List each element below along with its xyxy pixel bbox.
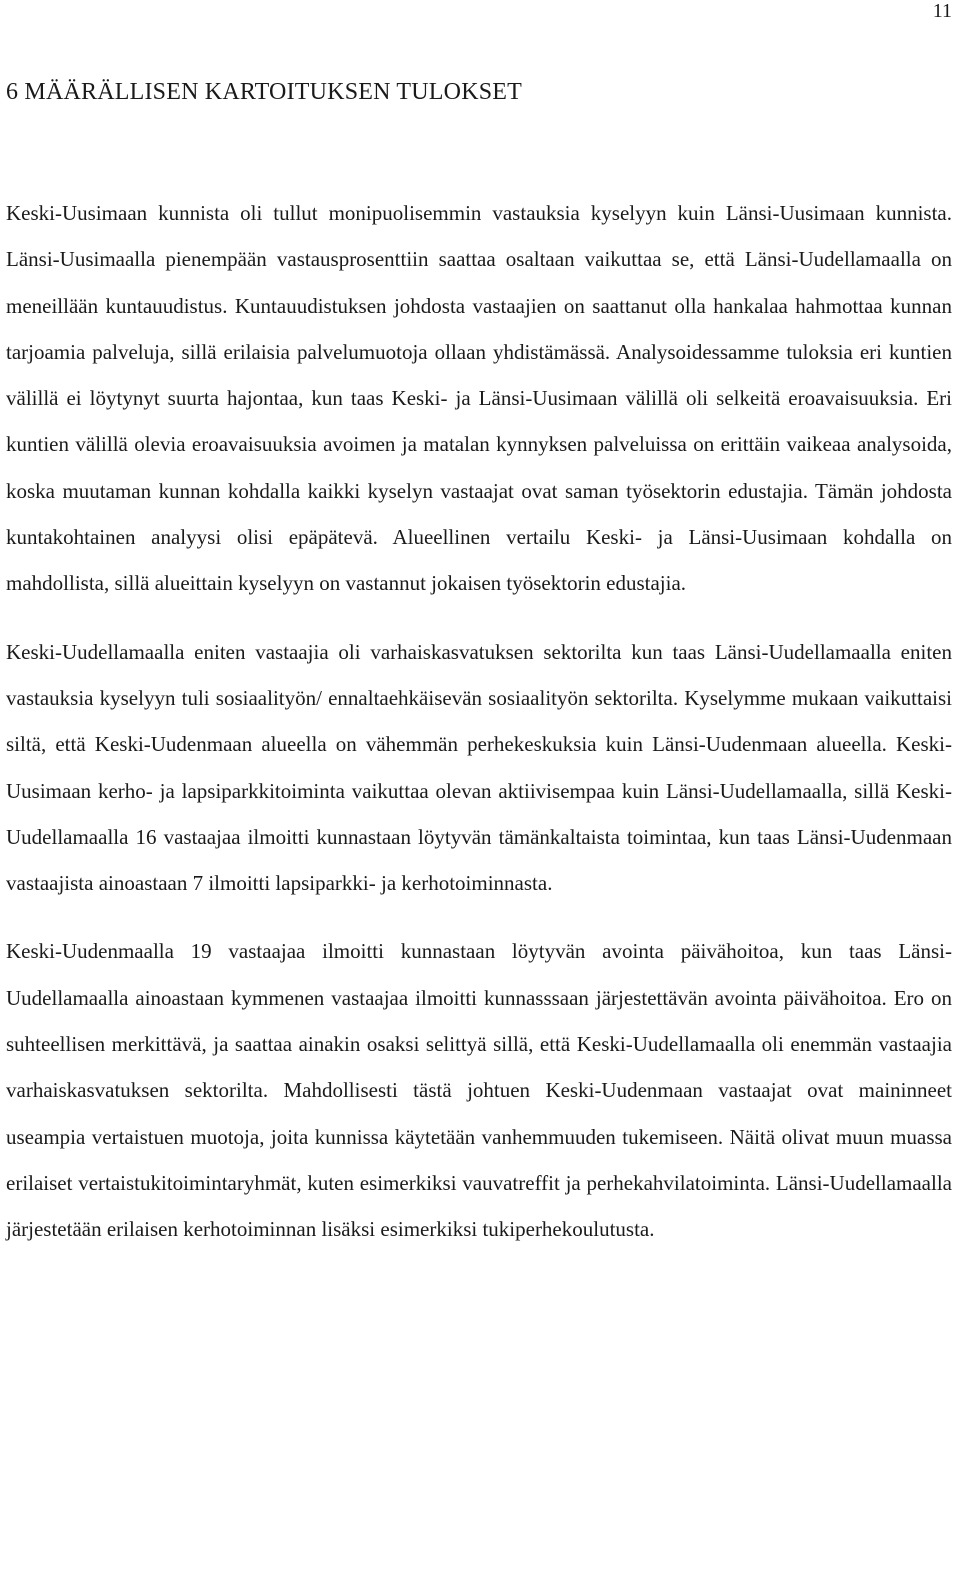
- page-number: 11: [932, 0, 952, 22]
- body-text: [6, 190, 952, 1253]
- paragraph-3: Keski-Uudenmaalla 19 vastaajaa ilmoitti kunnastaan löytyvän avointa päivähoitoa, kun taas Länsi-Uudellamaalla ainoastaan kymmenen vastaajaa ilmoitti kunnasssaan järjestettävän avointa päivähoitoa. Ero on suhteellisen merkittävä, ja saattaa ainakin osaksi selittyä sillä, että Keski-Uudellamaalla oli enemmän vastaajia varhaiskasvatuksen sektorilta. Mahdollisesti tästä johtuen Keski-Uudenmaan vastaajat ovat maininneet useampia vertaistuen muotoja, joita kunnissa käytetään vanhemmuuden tukemiseen. Näitä olivat muun muassa erilaiset vertaistukitoimintaryhmät, kuten esimerkiksi vauvatreffit ja perhekahvilatoiminta. Länsi-Uudellamaalla järjestetään erilaisen kerhotoiminnan lisäksi esimerkiksi tukiperhekoulutusta.: [6, 939, 952, 1242]
- section-heading: 6 MÄÄRÄLLISEN KARTOITUKSEN TULOKSET: [6, 79, 522, 105]
- paragraph-1: Keski-Uusimaan kunnista oli tullut monipuolisemmin vastauksia kyselyyn kuin Länsi-Uusimaan kunnista. Länsi-Uusimaalla pienempään vastausprosenttiin saattaa osaltaan vaikuttaa se, että Länsi-Uudellamaalla on meneillään kuntauudistus. Kuntauudistuksen johdosta vastaajien on saattanut olla hankalaa hahmottaa kunnan tarjoamia palveluja, sillä erilaisia palvelumuotoja ollaan yhdistämässä. Analysoidessamme tuloksia eri kuntien välillä ei löytynyt suurta hajontaa, kun taas Keski- ja Länsi-Uusimaan välillä oli selkeitä eroavaisuuksia. Eri kuntien välillä olevia eroavaisuuksia avoimen ja matalan kynnyksen palveluissa on erittäin vaikeaa analysoida, koska muutaman kunnan kohdalla kaikki kyselyn vastaajat ovat saman työsektorin edustajia. Tämän johdosta kuntakohtainen analyysi olisi epäpätevä. Alueellinen vertailu Keski- ja Länsi-Uusimaan kohdalla on mahdollista, sillä alueittain kyselyyn on vastannut jokaisen työsektorin edustajia.: [6, 201, 952, 596]
- paragraph-2: Keski-Uudellamaalla eniten vastaajia oli varhaiskasvatuksen sektorilta kun taas Länsi-Uudellamaalla eniten vastauksia kyselyyn tuli sosiaalityön/ ennaltaehkäisevän sosiaalityön sektorilta. Kyselymme mukaan vaikuttaisi siltä, että Keski-Uudenmaan alueella on vähemmän perhekeskuksia kuin Länsi-Uudenmaan alueella. Keski-Uusimaan kerho- ja lapsiparkkitoiminta vaikuttaa olevan aktiivisempaa kuin Länsi-Uudellamaalla, sillä Keski-Uudellamaalla 16 vastaajaa ilmoitti kunnastaan löytyvän tämänkaltaista toimintaa, kun taas Länsi-Uudenmaan vastaajista ainoastaan 7 ilmoitti lapsiparkki- ja kerhotoiminnasta.: [6, 639, 952, 896]
